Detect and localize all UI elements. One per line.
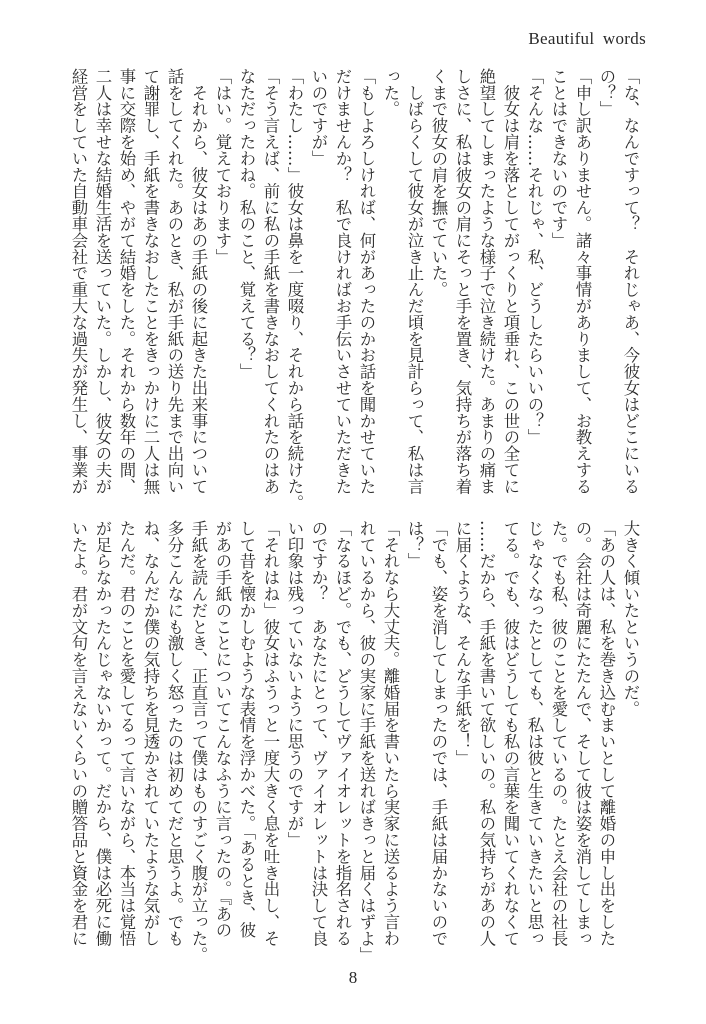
text-column: て謝罪し、手紙を書きなおしたことをきっかけに二人は無 [141,68,160,495]
text-column: 「それなら大丈夫。離婚届を書いたら実家に送るよう言わ [381,520,400,947]
text-column: 「わたし……」彼女は鼻を一度啜り、それから話を続けた。 [285,68,304,511]
text-column: があの手紙のことについてこんなふうに言ったの。『あの [213,520,232,939]
text-column: 「あの人は、私を巻き込むまいとして離婚の申し出をした [597,520,616,947]
text-column: 「それはね」彼女はふうっと一度大きく息を吐き出し、そ [261,520,280,947]
text-column: 事に交際を始め、やがて結婚をした。それから数年の間、 [117,68,136,495]
text-column: 「申し訳ありません。諸々事情がありまして、お教えする [573,68,592,495]
text-column: 絶望してしまったような様子で泣き続けた。あまりの痛ま [477,68,496,495]
text-column: ……だから、手紙を書いて欲しいの。私の気持ちがあの人 [477,520,496,947]
text-column: 多分こんなにも激しく怒ったのは初めてだと思うよ。でも [165,520,184,947]
text-column: いたよ。君が文句を言えないくらいの贈答品と資金を君に [69,520,88,947]
text-column: の。会社は奇麗にたたんで、そして彼は姿を消してしまっ [573,520,592,947]
page-number: 8 [348,968,358,987]
text-column: それから、彼女はあの手紙の後に起きた出来事について [189,68,208,495]
text-column: 「もしよろしければ、何があったのかお話を聞かせていた [357,68,376,495]
text-column: ね、なんだか僕の気持ちを見透かされていたような気がし [141,520,160,947]
text-column: 大きく傾いたというのだ。 [621,520,640,717]
text-block-lower [62,520,642,970]
text-column: くまで彼女の肩を撫でていた。 [429,68,448,298]
text-column: しばらくして彼女が泣き止んだ頃を見計らって、私は言 [405,68,424,495]
text-column: 「なるほど。でも、どうしてヴァイオレットを指名される [333,520,352,947]
text-column: 「そう言えば、前に私の手紙を書きなおしてくれたのはあ [261,68,280,495]
text-column: の？」 [597,68,616,118]
text-column: た。でも私、彼のことを愛しているの。たとえ会社の社長 [549,520,568,947]
text-column: い印象は残っていないように思うのですが」 [285,520,304,848]
text-column: じゃなくなったとしても、私は彼と生きていきたいと思っ [525,520,544,947]
text-column: 「でも、姿を消してしまったのでは、手紙は届かないので [429,520,448,947]
text-column: れているから、彼の実家に手紙を送ればきっと届くはずよ」 [357,520,376,963]
text-column: 経営をしていた自動車会社で重大な過失が発生し、事業が [69,68,88,495]
text-column: して昔を懐かしむような表情を浮かべた。「あるとき、彼 [237,520,256,939]
text-column: 話をしてくれた。あのとき、私が手紙の送り先まで出向い [165,68,184,495]
text-column: ことはできないのです」 [549,68,568,249]
text-column: のですか？ あなたにとって、ヴァイオレットは決して良 [309,520,328,947]
text-column: 手紙を読んだとき、正直言って僕はものすごく腹が立った。 [189,520,208,963]
text-column: 「はい。覚えております」 [213,68,232,265]
text-column: に届くような、そんな手紙を！」 [453,520,472,766]
text-column: だけませんか？ 私で良ければお手伝いさせていただきた [333,68,352,495]
text-column: った。 [381,68,400,118]
text-column: てる。でも、彼はどうしても私の言葉を聞いてくれなくて [501,520,520,947]
text-column: 「そんな……それじゃ、私、どうしたらいいの？」 [525,68,544,446]
text-column: 「な、なんですって？ それじゃあ、今彼女はどこにいる [621,68,640,495]
text-column: は？」 [405,520,424,570]
text-block-upper [62,68,642,511]
text-column: 二人は幸せな結婚生活を送っていた。しかし、彼女の夫が [93,68,112,495]
text-column: なただったわね。私のこと、覚えてる？」 [237,68,256,380]
running-header-title: Beautiful words [528,29,646,48]
text-column: 彼女は肩を落としてがっくりと項垂れ、この世の全てに [501,68,520,495]
text-column: たんだ。君のことを愛してるって言いながら、本当は覚悟 [117,520,136,947]
text-column: しさに、私は彼女の肩にそっと手を置き、気持ちが落ち着 [453,68,472,495]
text-column: いのですが」 [309,68,328,167]
text-column: が足らなかったんじゃないかって。だから、僕は必死に働 [93,520,112,947]
